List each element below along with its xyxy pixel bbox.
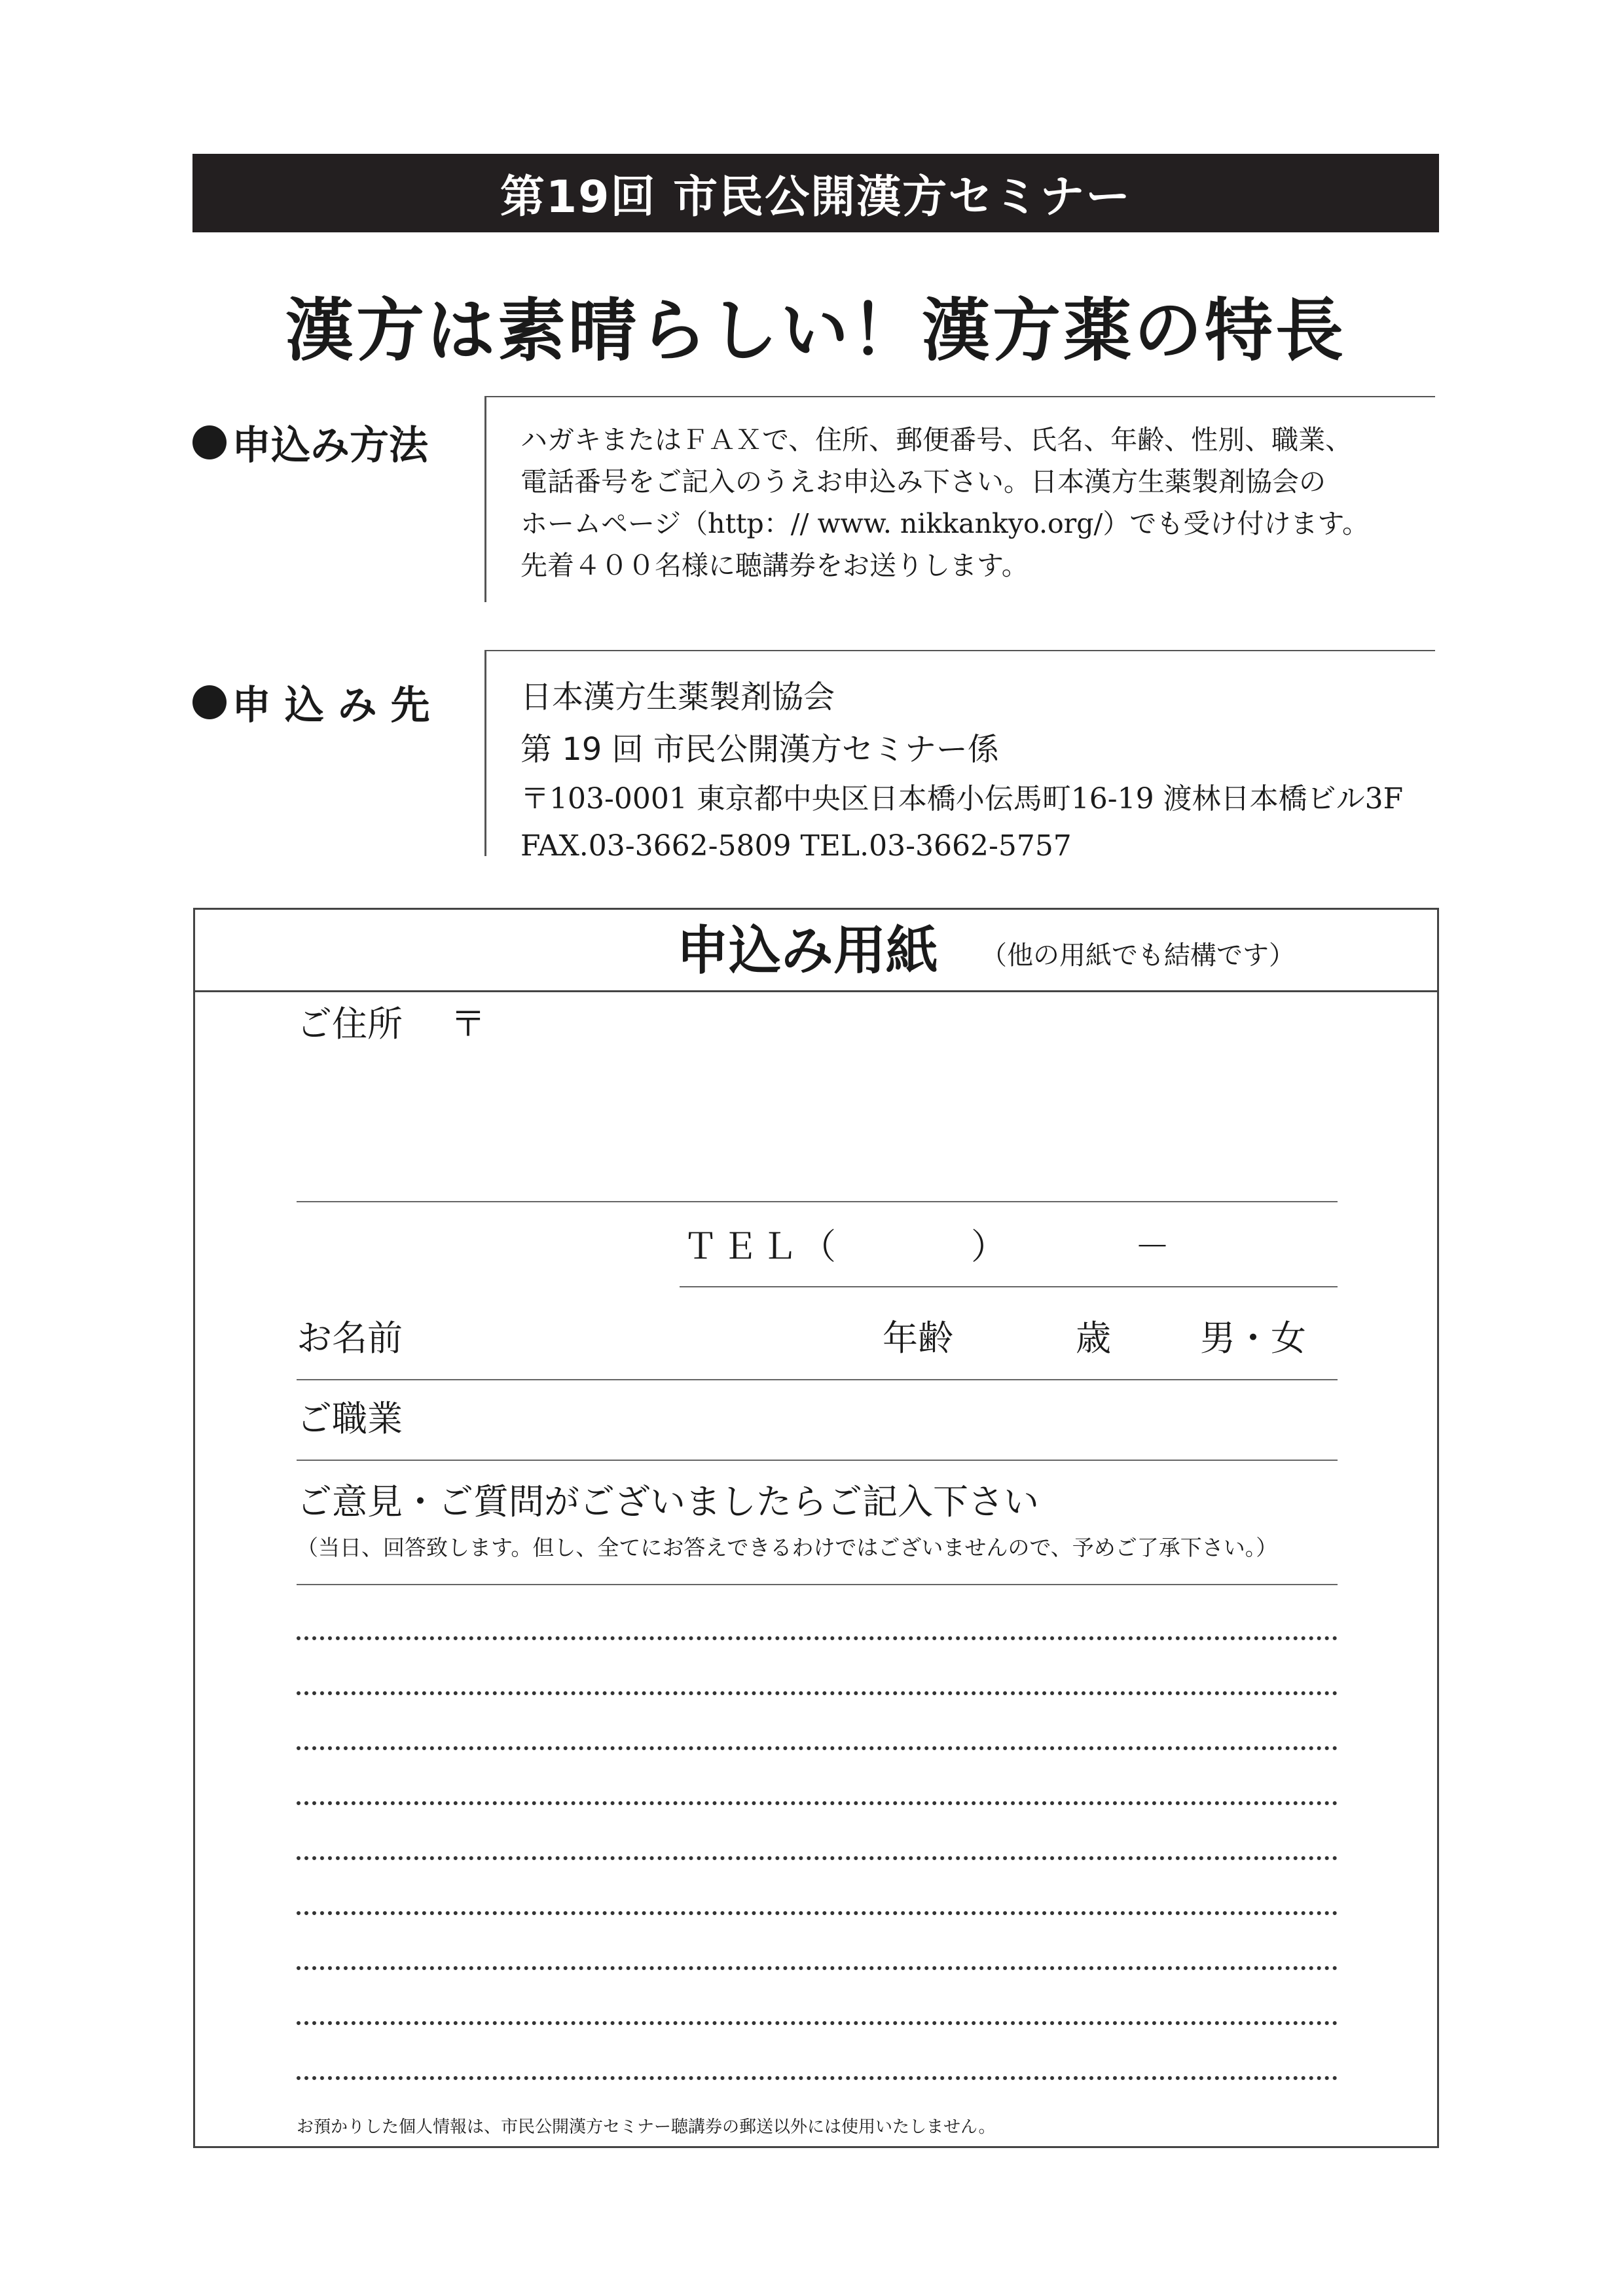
seminar-series-title: 第19回 市民公開漢方セミナー [500,171,1132,223]
address-label: ご住所 [297,1003,403,1045]
name-label: お名前 [297,1318,403,1359]
occupation-field[interactable] [297,1460,1338,1461]
section-divider [484,650,486,856]
gender-options[interactable]: 男・女 [1200,1318,1306,1359]
form-title-note: （他の用紙でも結構です） [981,941,1295,971]
destination-contact: FAX.03-3662-5809 TEL.03-3662-5757 [520,829,1072,863]
destination-org: 日本漢方生薬製剤協会 [520,679,835,715]
name-field[interactable] [297,1379,1338,1380]
tel-dash: － [1135,1226,1170,1267]
bullet-icon [192,425,227,459]
section-top-rule [484,650,1435,651]
form-title-row [195,910,1437,992]
destination-address: 〒103-0001 東京都中央区日本橋小伝馬町16-19 渡林日本橋ビル3F [520,782,1404,816]
comment-line[interactable] [297,2021,1338,2025]
main-title: 漢方は素晴らしい！漢方薬の特長 [285,291,1346,370]
age-label: 年齢 [883,1318,953,1359]
method-line: ホームページ（http：// www. nikkankyo.org/）でも受け付けます。 [520,508,1370,539]
section-top-rule [484,396,1435,397]
postal-mark: 〒 [450,1003,486,1045]
comment-line[interactable] [297,2076,1338,2080]
privacy-note: お預かりした個人情報は、市民公開漢方セミナー聴講券の郵送以外には使用いたしません。 [297,2117,996,2137]
comment-line[interactable] [297,1966,1338,1970]
address-field[interactable] [297,1201,1338,1202]
application-destination-heading-text: 申 込 み 先 [232,683,430,728]
tel-field[interactable] [680,1286,1338,1287]
age-unit: 歳 [1076,1318,1111,1359]
method-line: ハガキまたはＦＡＸで、住所、郵便番号、氏名、年齢、性別、職業、 [520,424,1353,456]
method-line: 先着４００名様に聴講券をお送りします。 [520,550,1029,581]
seminar-series-banner [192,154,1439,232]
destination-dept: 第 19 回 市民公開漢方セミナー係 [520,731,999,768]
tel-close-paren: ） [971,1226,1006,1267]
comment-line[interactable] [297,1691,1338,1695]
comments-top-rule [297,1584,1338,1585]
comment-line[interactable] [297,1911,1338,1915]
comment-line[interactable] [297,1856,1338,1860]
destination-block [520,671,1450,870]
tel-label: ＴＥＬ（ [683,1226,840,1267]
comment-line[interactable] [297,1636,1338,1640]
application-method-text [520,419,1444,586]
application-method-heading-text: 申込み方法 [232,423,428,469]
comments-label: ご意見・ご質問がございましたらご記入下さい [297,1481,1039,1522]
form-title: 申込み用紙 [676,920,938,981]
application-method-heading [192,414,428,471]
occupation-label: ご職業 [297,1398,403,1439]
application-destination-heading [192,674,430,730]
bullet-icon [192,685,227,719]
method-line: 電話番号をご記入のうえお申込み下さい。日本漢方生薬製剤協会の [520,466,1326,497]
comments-note: （当日、回答致します。但し、全てにお答えできるわけではございませんので、予めご了承下さい。） [297,1535,1278,1560]
comment-line[interactable] [297,1746,1338,1750]
comment-line[interactable] [297,1801,1338,1805]
application-form [193,908,1439,2148]
section-divider [484,396,486,602]
